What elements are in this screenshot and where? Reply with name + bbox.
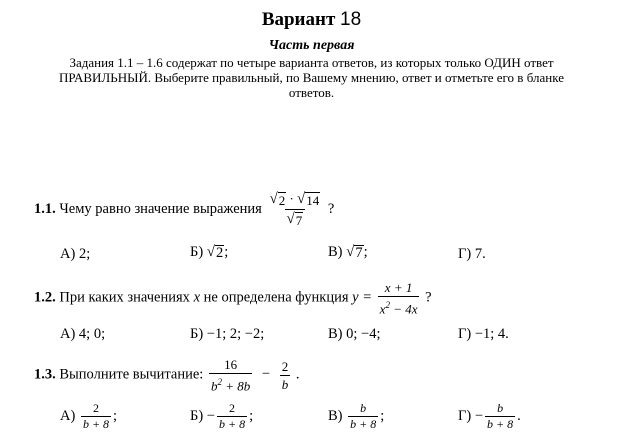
- q2-option-d[interactable]: Г) −1; 4.: [458, 326, 509, 342]
- fraction-2: [280, 359, 291, 392]
- question-number: 1.1.: [34, 200, 56, 217]
- sqrt-14: √ 14: [297, 191, 320, 208]
- fraction-2-numerator: 2: [281, 358, 289, 374]
- page-title: [0, 9, 623, 31]
- question-number: 1.2.: [34, 289, 56, 306]
- sqrt-2: √ 2: [206, 244, 224, 261]
- title-word: Вариант: [261, 9, 336, 30]
- sqrt-2: √ 2: [269, 191, 286, 208]
- q1-option-c[interactable]: В) √ 7 ;: [328, 244, 368, 261]
- q3-option-a[interactable]: А) $\frac{2}{b + 8}$ ;: [60, 401, 118, 431]
- sqrt-7: √ 7: [346, 244, 363, 261]
- q1-option-d[interactable]: Г) 7.: [458, 246, 486, 262]
- q3-option-c[interactable]: В) $\frac{b}{b + 8}$ ;: [328, 401, 385, 431]
- question-text: Чему равно значение выражения: [59, 200, 262, 217]
- fraction-2-denominator: b: [281, 376, 289, 392]
- q3-option-b[interactable]: Б) − $\frac{2}{b + 8}$ ;: [190, 401, 254, 431]
- instructions-paragraph: Задания 1.1 – 1.6 содержат по четыре варианта ответов, из которых только ОДИН ответ ПРАВИЛЬНЫЙ. Выберите правильный, по Вашему мнению, ответ и отметьте его в бланке ответов.: [59, 55, 564, 100]
- fraction-1-denominator: $b^2 + 8b$: [209, 373, 252, 393]
- question-1-1: 1.1. Чему равно значение выражения √ 2 · √ 14 √ 7 ?: [34, 191, 335, 228]
- q1-option-a[interactable]: А) 2;: [60, 246, 91, 262]
- function-denominator: $x^2 - 4x$: [378, 296, 420, 316]
- function-numerator: x + 1: [384, 280, 413, 295]
- question-1-2: 1.2. При каких значениях x не определена функция y = $\frac{x + 1}{x^2 - 4x}$ ?: [34, 280, 432, 317]
- section-subtitle: Часть первая: [268, 38, 355, 53]
- fraction-1: [209, 357, 252, 393]
- question-number: 1.3.: [34, 366, 56, 383]
- q2-option-c[interactable]: В) 0; −4;: [328, 326, 381, 342]
- fraction-1-numerator: 16: [224, 357, 238, 372]
- sqrt-7: √ 7: [286, 211, 303, 228]
- expression-fraction: [267, 191, 322, 228]
- q3-option-d[interactable]: Г) − $\frac{b}{b + 8}$ .: [458, 401, 521, 431]
- q2-option-a[interactable]: А) 4; 0;: [60, 326, 106, 342]
- q1-option-b[interactable]: Б) √ 2 ;: [190, 244, 229, 261]
- expression-denominator: [285, 209, 306, 228]
- expression-numerator: √ 2 · √ 14: [269, 191, 320, 208]
- variable-x: x: [193, 289, 200, 306]
- q2-option-b[interactable]: Б) −1; 2; −2;: [190, 326, 265, 342]
- function-fraction: [378, 280, 420, 316]
- question-1-3: 1.3. Выполните вычитание: $\frac{16}{b^2 + 8b}$ − $\frac{2}{b}$ .: [34, 357, 300, 394]
- title-number: 18: [340, 9, 362, 30]
- function-lhs: y =: [352, 289, 373, 306]
